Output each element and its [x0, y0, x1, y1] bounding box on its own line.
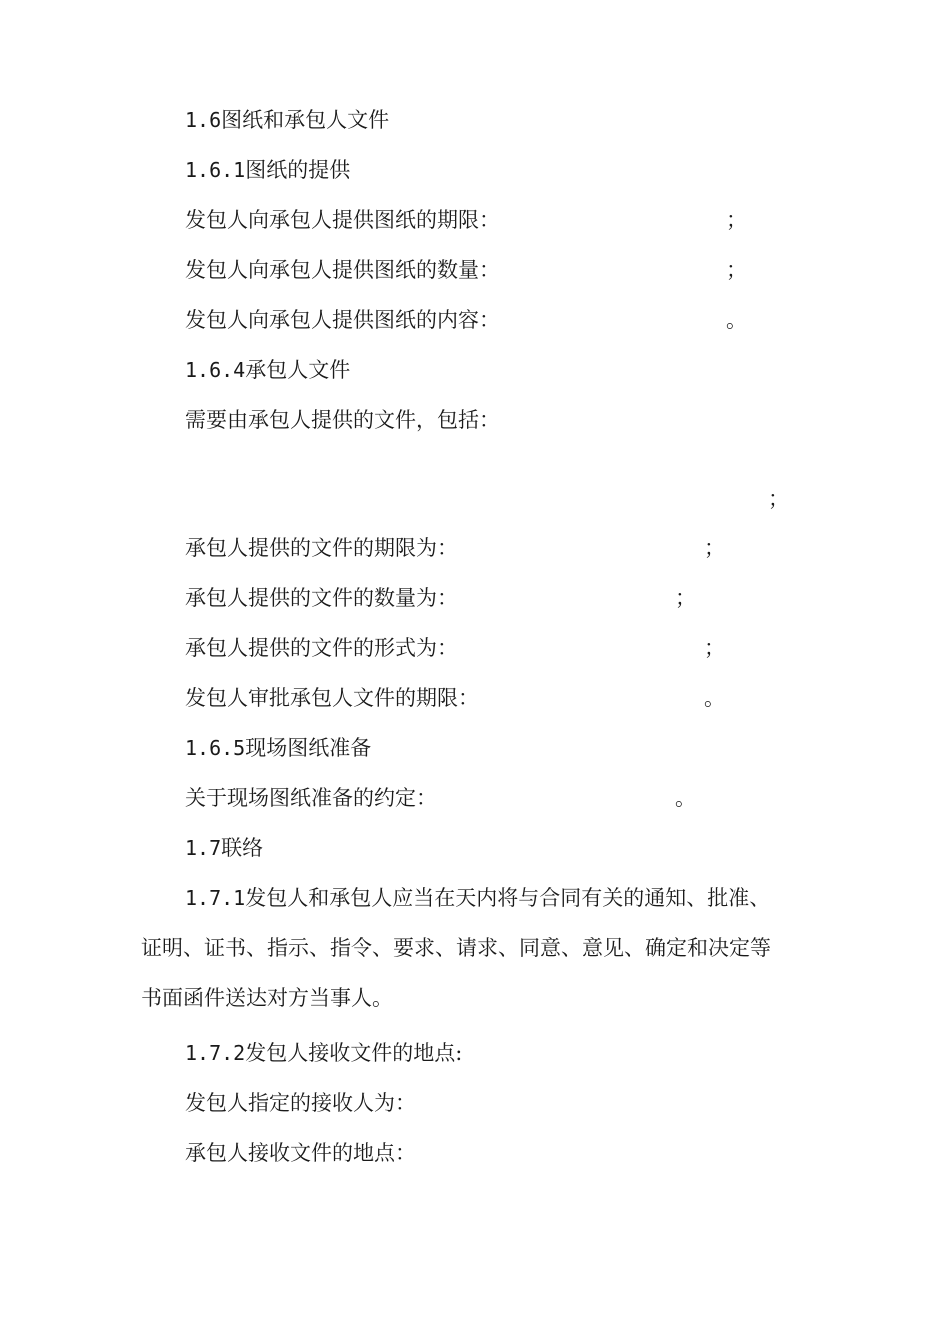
contractor-docs-period-label: 承包人提供的文件的期限为：: [185, 536, 458, 560]
section-title: 图纸和承包人文件: [221, 108, 390, 132]
drawing-quantity-end: ；: [726, 258, 747, 282]
heading-1-6-4: [185, 355, 350, 385]
clause-title: 发包人接收文件的地点:: [245, 1041, 463, 1065]
site-drawings-label: 关于现场图纸准备的约定：: [185, 786, 437, 810]
clause-number: 1.7.2: [185, 1041, 246, 1065]
clause-number: 1.7.1: [185, 886, 246, 910]
section-number: 1.6.4: [185, 358, 246, 382]
contractor-docs-quantity-end: ；: [675, 586, 696, 610]
drawing-content-label: 发包人向承包人提供图纸的内容：: [185, 308, 500, 332]
clause-text: 发包人和承包人应当在天内将与合同有关的通知、批准、: [245, 886, 771, 910]
approval-period-label: 发包人审批承包人文件的期限：: [185, 686, 479, 710]
contractor-receive-place-label: 承包人接收文件的地点：: [185, 1141, 416, 1165]
contractor-docs-period-end: ；: [704, 536, 725, 560]
section-number: 1.7: [185, 836, 222, 860]
drawing-period-end: ；: [726, 208, 747, 232]
heading-1-6-1: [185, 155, 350, 185]
section-number: 1.6.5: [185, 736, 246, 760]
clause-1-7-2: [185, 1038, 462, 1068]
approval-period-end: 。: [704, 686, 725, 710]
clause-1-7-1-line-1: [185, 883, 770, 913]
contractor-docs-quantity-label: 承包人提供的文件的数量为：: [185, 586, 458, 610]
drawing-content-end: 。: [726, 308, 747, 332]
drawing-quantity-label: 发包人向承包人提供图纸的数量：: [185, 258, 500, 282]
section-title: 联络: [221, 836, 264, 860]
section-title: 现场图纸准备: [245, 736, 372, 760]
clause-1-7-1-line-3: 书面函件送达对方当事人。: [141, 986, 393, 1010]
drawing-period-label: 发包人向承包人提供图纸的期限：: [185, 208, 500, 232]
heading-1-6: [185, 105, 389, 135]
contractor-docs-intro: 需要由承包人提供的文件，包括：: [185, 408, 500, 432]
section-title: 图纸的提供: [245, 158, 351, 182]
section-title: 承包人文件: [245, 358, 351, 382]
contractor-docs-intro-end: ；: [768, 487, 789, 511]
clause-1-7-1-line-2: 证明、证书、指示、指令、要求、请求、同意、意见、确定和决定等: [141, 936, 771, 960]
contractor-docs-form-label: 承包人提供的文件的形式为：: [185, 636, 458, 660]
section-number: 1.6.1: [185, 158, 246, 182]
heading-1-7: [185, 833, 263, 863]
employer-receiver-label: 发包人指定的接收人为：: [185, 1091, 416, 1115]
contractor-docs-form-end: ；: [704, 636, 725, 660]
site-drawings-end: 。: [675, 786, 696, 810]
heading-1-6-5: [185, 733, 371, 763]
section-number: 1.6: [185, 108, 222, 132]
